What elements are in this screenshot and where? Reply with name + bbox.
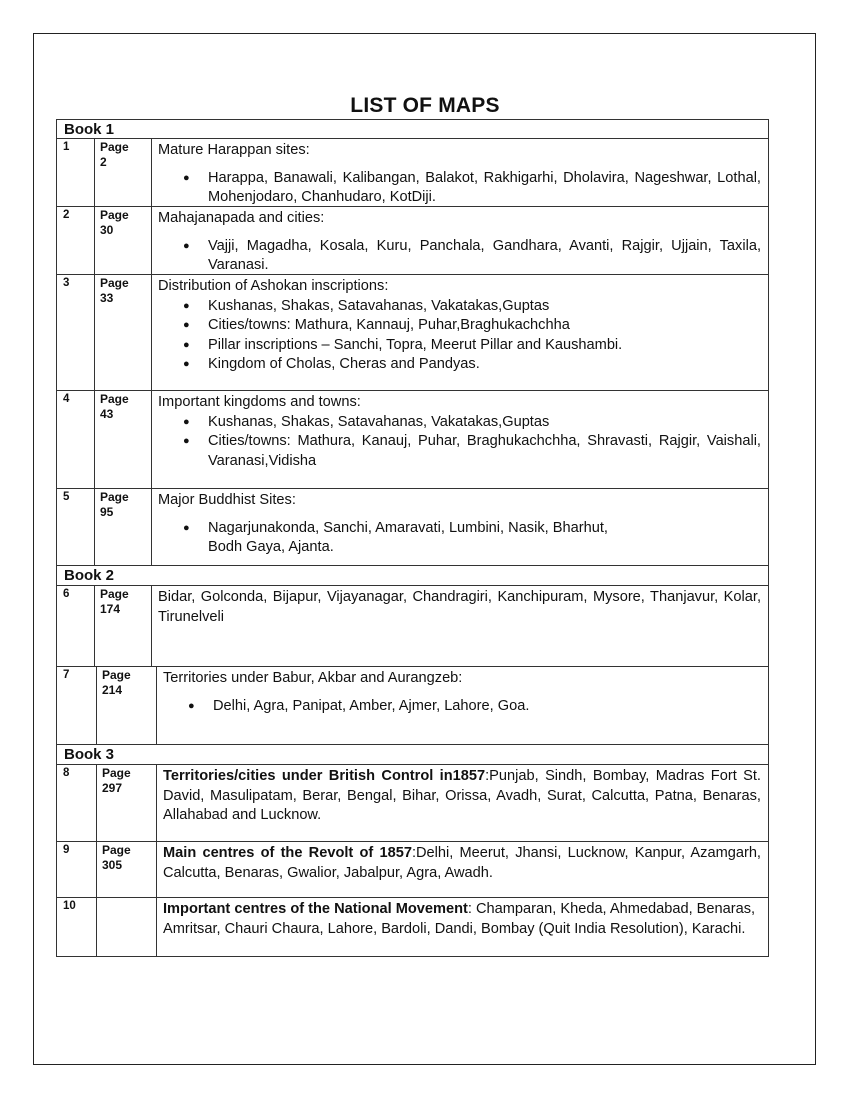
entry-page	[96, 897, 157, 957]
entry-page	[96, 666, 157, 745]
page-label: Page	[100, 140, 129, 154]
page-number: 174	[100, 602, 121, 616]
list-item: ● Kingdom of Cholas, Cheras and Pandyas.	[158, 355, 761, 375]
page-number: 2	[100, 155, 107, 169]
list-item: ● Nagarjunakonda, Sanchi, Amaravati, Lumbini, Nasik, Bharhut,	[158, 519, 761, 539]
entry-number: 7	[56, 666, 97, 745]
entry-heading: Distribution of Ashokan inscriptions:	[158, 278, 389, 294]
entry-text	[163, 844, 761, 883]
list-item: ● Kushanas, Shakas, Satavahanas, Vakatakas,Guptas	[158, 413, 761, 433]
entry-number: 2	[56, 206, 95, 275]
list-item: ● Pillar inscriptions – Sanchi, Topra, Meerut Pillar and Kaushambi.	[158, 336, 761, 356]
page-number: 297	[102, 781, 123, 795]
page-number: 305	[102, 858, 123, 872]
page-title: LIST OF MAPS	[350, 94, 500, 117]
list-item: ● Cities/towns: Mathura, Kannauj, Puhar,Braghukachchha	[158, 316, 761, 336]
book-2-header: Book 2	[56, 565, 769, 586]
entry-description	[151, 138, 769, 207]
entry-page	[94, 585, 152, 667]
page-label: Page	[102, 843, 131, 857]
page-number: 95	[100, 505, 114, 519]
list-item: ● Kushanas, Shakas, Satavahanas, Vakatakas,Guptas	[158, 297, 761, 317]
page-label: Page	[100, 587, 129, 601]
page-label: Page	[100, 208, 129, 222]
entry-description	[151, 206, 769, 275]
entry-text	[163, 767, 761, 826]
list-item-continuation: Bodh Gaya, Ajanta.	[208, 539, 334, 555]
entry-number: 4	[56, 390, 95, 489]
list-item: ● Harappa, Banawali, Kalibangan, Balakot, Rakhigarhi, Dholavira, Nageshwar, Lothal, Mohenjodaro, Chanhudaro, KotDiji.	[158, 169, 761, 208]
entry-page	[94, 390, 152, 489]
entry-text	[163, 900, 761, 939]
entry-bold-heading: Territories/cities under British Control in1857	[163, 768, 486, 784]
entry-description	[156, 764, 769, 842]
list-item: ● Delhi, Agra, Panipat, Amber, Ajmer, Lahore, Goa.	[163, 697, 761, 717]
entry-description	[156, 897, 769, 957]
entry-description	[151, 488, 769, 566]
entry-page	[94, 488, 152, 566]
entry-body: :Delhi, Meerut, Jhansi, Lucknow, Kanpur, Azamgarh, Calcutta, Benaras, Gwalior, Jabalpur, Agra, Awadh.	[163, 845, 761, 881]
entry-text: Bidar, Golconda, Bijapur, Vijayanagar, Chandragiri, Kanchipuram, Mysore, Thanjavur, Kolar, Tirunelveli	[158, 589, 761, 625]
page-label: Page	[100, 276, 129, 290]
book-1-header: Book 1	[56, 119, 769, 139]
entry-page	[94, 274, 152, 391]
entry-body: : Champaran, Kheda, Ahmedabad, Benaras, Amritsar, Chauri Chaura, Lahore, Bardoli, Dandi, Bombay (Quit India Resolution), Karachi.	[163, 901, 756, 937]
entry-bold-heading: Main centres of the Revolt of 1857	[163, 845, 412, 861]
entry-description	[151, 274, 769, 391]
entry-bold-heading: Important centres of the National Movement	[163, 901, 468, 917]
page-label: Page	[100, 490, 129, 504]
entry-body: :Punjab, Sindh, Bombay, Madras Fort St. David, Masulipatam, Berar, Bengal, Bihar, Orissa, Avadh, Surat, Calcutta, Patna, Benaras, Allahabad and Lucknow.	[163, 768, 761, 823]
entry-page	[96, 841, 157, 898]
entry-number: 10	[56, 897, 97, 957]
entry-page	[94, 206, 152, 275]
page-label: Page	[100, 392, 129, 406]
page-number: 43	[100, 407, 114, 421]
page-number: 33	[100, 291, 114, 305]
entry-number: 1	[56, 138, 95, 207]
page-label: Page	[102, 668, 131, 682]
page-number: 214	[102, 683, 123, 697]
entry-number: 6	[56, 585, 95, 667]
entry-description	[156, 666, 769, 745]
entry-heading: Important kingdoms and towns:	[158, 394, 361, 410]
entry-description	[151, 390, 769, 489]
list-item: ● Cities/towns: Mathura, Kanauj, Puhar, Braghukachchha, Shravasti, Rajgir, Vaishali, Varanasi,Vidisha	[158, 432, 761, 471]
list-item: ● Vajji, Magadha, Kosala, Kuru, Panchala, Gandhara, Avanti, Rajgir, Ujjain, Taxila, Varanasi.	[158, 237, 761, 276]
entry-page	[94, 138, 152, 207]
entry-number: 9	[56, 841, 97, 898]
entry-heading: Major Buddhist Sites:	[158, 492, 296, 508]
entry-number: 8	[56, 764, 97, 842]
page-label: Page	[102, 766, 131, 780]
book-3-header: Book 3	[56, 744, 769, 765]
entry-number: 5	[56, 488, 95, 566]
entry-heading: Mature Harappan sites:	[158, 142, 310, 158]
entry-description	[151, 585, 769, 667]
entry-heading: Mahajanapada and cities:	[158, 210, 325, 226]
entry-page	[96, 764, 157, 842]
entry-number: 3	[56, 274, 95, 391]
entry-heading: Territories under Babur, Akbar and Aurangzeb:	[163, 670, 463, 686]
entry-description	[156, 841, 769, 898]
page-number: 30	[100, 223, 114, 237]
